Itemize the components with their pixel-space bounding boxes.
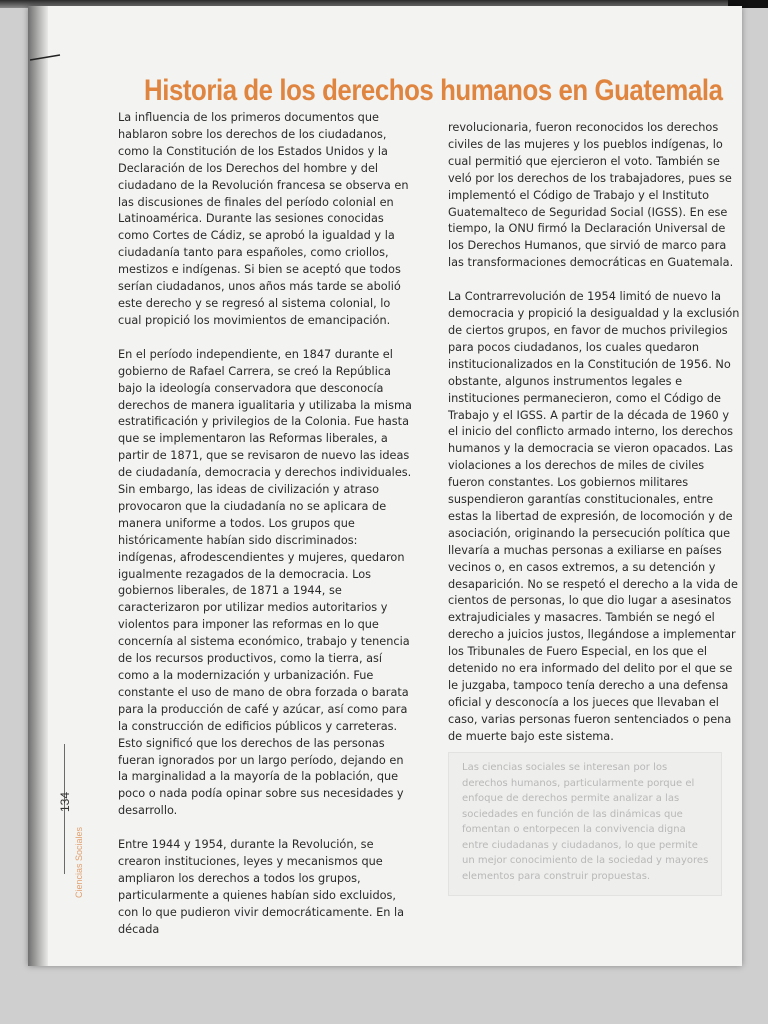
book-name: Ciencias Sociales xyxy=(74,826,84,898)
right-column xyxy=(448,120,740,763)
pen-mark xyxy=(28,52,62,62)
page-title: Historia de los derechos humanos en Guatemala xyxy=(144,74,723,108)
callout-text: Las ciencias sociales se interesan por los derechos humanos, particularmente porque el enfoque de derechos permite analizar a las sociedades en función de las dinámicas que fomentan o entorpecen la convivencia digna entre ciudadanas y ciudadanos, lo que permite un mejor conocimiento de la sociedad y mayores elementos para construir propuestas. xyxy=(462,762,709,882)
page-spine-shadow xyxy=(28,6,48,966)
paragraph: La influencia de los primeros documentos que hablaron sobre los derechos de los ciudadanos, como la Constitución de los Estados Unidos y la Declaración de los Derechos del hombre y del ciudadano de la Revolución francesa se observa en las discusiones de finales del período colonial en Latinoamérica. Durante las sesiones conocidas como Cortes de Cádiz, se aprobó la igualdad y la ciudadanía tanto para españoles, como criollos, mestizos e indígenas. Si bien se aceptó que todos serían ciudadanos, unos años más tarde se abolió este derecho y se regresó al sistema colonial, lo cual propició los movimientos de emancipación. xyxy=(118,111,409,327)
paragraph: Entre 1944 y 1954, durante la Revolución, se crearon instituciones, leyes y mecanismos que ampliaron los derechos a todos los grupos, particularmente a quienes habían sido excluidos, con lo que pudieron vivir democráticamente. En la década xyxy=(118,838,405,936)
paragraph: En el período independiente, en 1847 durante el gobierno de Rafael Carrera, se creó la República bajo la ideología conservadora que desconocía derechos de manera igualitaria y utilizaba la misma estratificación y privilegios de la Colonia. Fue hasta que se implementaron las Reformas liberales, a partir de 1871, que se revisaron de nuevo las ideas de ciudadanía, democracia y derechos individuales. Sin embargo, las ideas de civilización y atraso provocaron que la ciudadanía no se aplicara de manera uniforme a todos. Los grupos que históricamente habían sido discriminados: indígenas, afrodescendientes y mujeres, quedaron igualmente rezagados de la democracia. Los gobiernos liberales, de 1871 a 1944, se caracterizaron por utilizar medios autoritarios y violentos para imponer las reformas en lo que concernía al sistema económico, trabajo y tenencia de los recursos productivos, como la tierra, así como a la modernización y urbanización. Fue constante el uso de mano de obra forzada o barata para la producción de café y azúcar, así como para la construcción de edificios públicos y carreteras. Esto significó que los derechos de las personas fueran ignorados por un largo período, dejando en la marginalidad a la mayoría de la población, que poco o nada podía opinar sobre sus necesidades y desarrollo. xyxy=(118,347,412,818)
paragraph: revolucionaria, fueron reconocidos los derechos civiles de las mujeres y los pueblos indígenas, lo cual permitió que ejercieron el voto. También se veló por los derechos de los trabajadores, pues se implementó el Código de Trabajo y el Instituto Guatemalteco de Seguridad Social (IGSS). En ese tiempo, la ONU firmó la Declaración Universal de los Derechos Humanos, que sirvió de marco para las transformaciones democráticas en Guatemala. xyxy=(448,121,734,270)
left-column xyxy=(118,110,414,956)
page-number: 134 xyxy=(58,791,72,812)
paragraph: La Contrarrevolución de 1954 limitó de nuevo la democracia y propició la desigualdad y la exclusión de ciertos grupos, en favor de muchos privilegios para pocos ciudadanos, los cuales quedaron institucionalizados en la Constitución de 1956. No obstante, algunos instrumentos legales e instituciones permanecieron, como el Código de Trabajo y el IGSS. A partir de la década de 1960 y el inicio del conflicto armado interno, los derechos humanos y la democracia se vieron opacados. Las violaciones a los derechos de miles de civiles fueron constantes. Los gobiernos militares suspendieron garantías constitucionales, entre estas la libertad de expresión, de locomoción y de asociación, originando la persecución política que llevaría a muchas personas a exiliarse en países vecinos o, en casos extremos, a su detención y desaparición. No se respetó el derecho a la vida de cientos de personas, lo que dio lugar a asesinatos extrajudiciales y masacres. También se negó el derecho a juicios justos, llegándose a implementar los Tribunales de Fuero Especial, en los que el detenido no era informado del delito por el que se le juzgaba, tampoco tenía derecho a una defensa oficial y desconocía a los jueces que llevaban el caso, varias personas fueron sentenciados o pena de muerte bajo este sistema. xyxy=(448,290,740,743)
